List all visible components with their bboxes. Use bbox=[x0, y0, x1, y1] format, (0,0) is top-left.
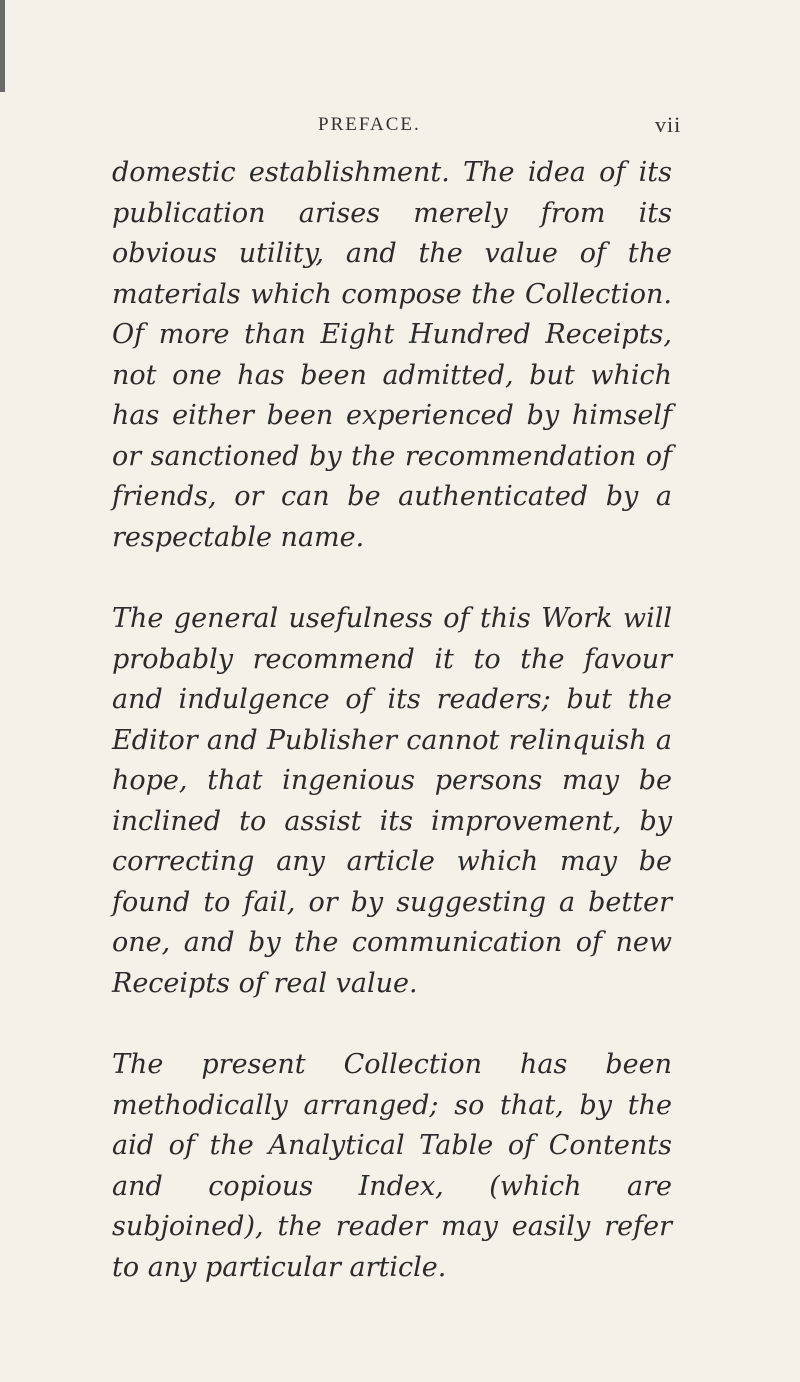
page-edge-shadow bbox=[0, 0, 5, 92]
page-header bbox=[0, 114, 800, 144]
paragraph-2: The general usefulness of this Work will probably recommend it to the favour and indulgence of its readers; but the Editor and Publisher cannot relinquish a hope, that ingenious persons may be inclined to assist its improvement, by correcting any article which may be found to fail, or by suggesting a better one, and by the communication of new Receipts of real value. bbox=[112, 603, 672, 999]
body-text bbox=[112, 153, 672, 1288]
paragraph-3: The present Collection has been methodically arranged; so that, by the aid of the Analytical Table of Contents and copious Index, (which are subjoined), the reader may easily refer to any particular article. bbox=[112, 1049, 672, 1283]
paragraph-1: domestic establishment. The idea of its publication arises merely from its obvious utility, and the value of the materials which compose the Collection. Of more than Eight Hundred Receipts, not one has been admitted, but which has either been experienced by himself or sanctioned by the recommendation of friends, or can be authenticated by a respectable name. bbox=[112, 157, 672, 553]
running-head: PREFACE. bbox=[318, 114, 421, 135]
page-number: vii bbox=[655, 112, 682, 137]
